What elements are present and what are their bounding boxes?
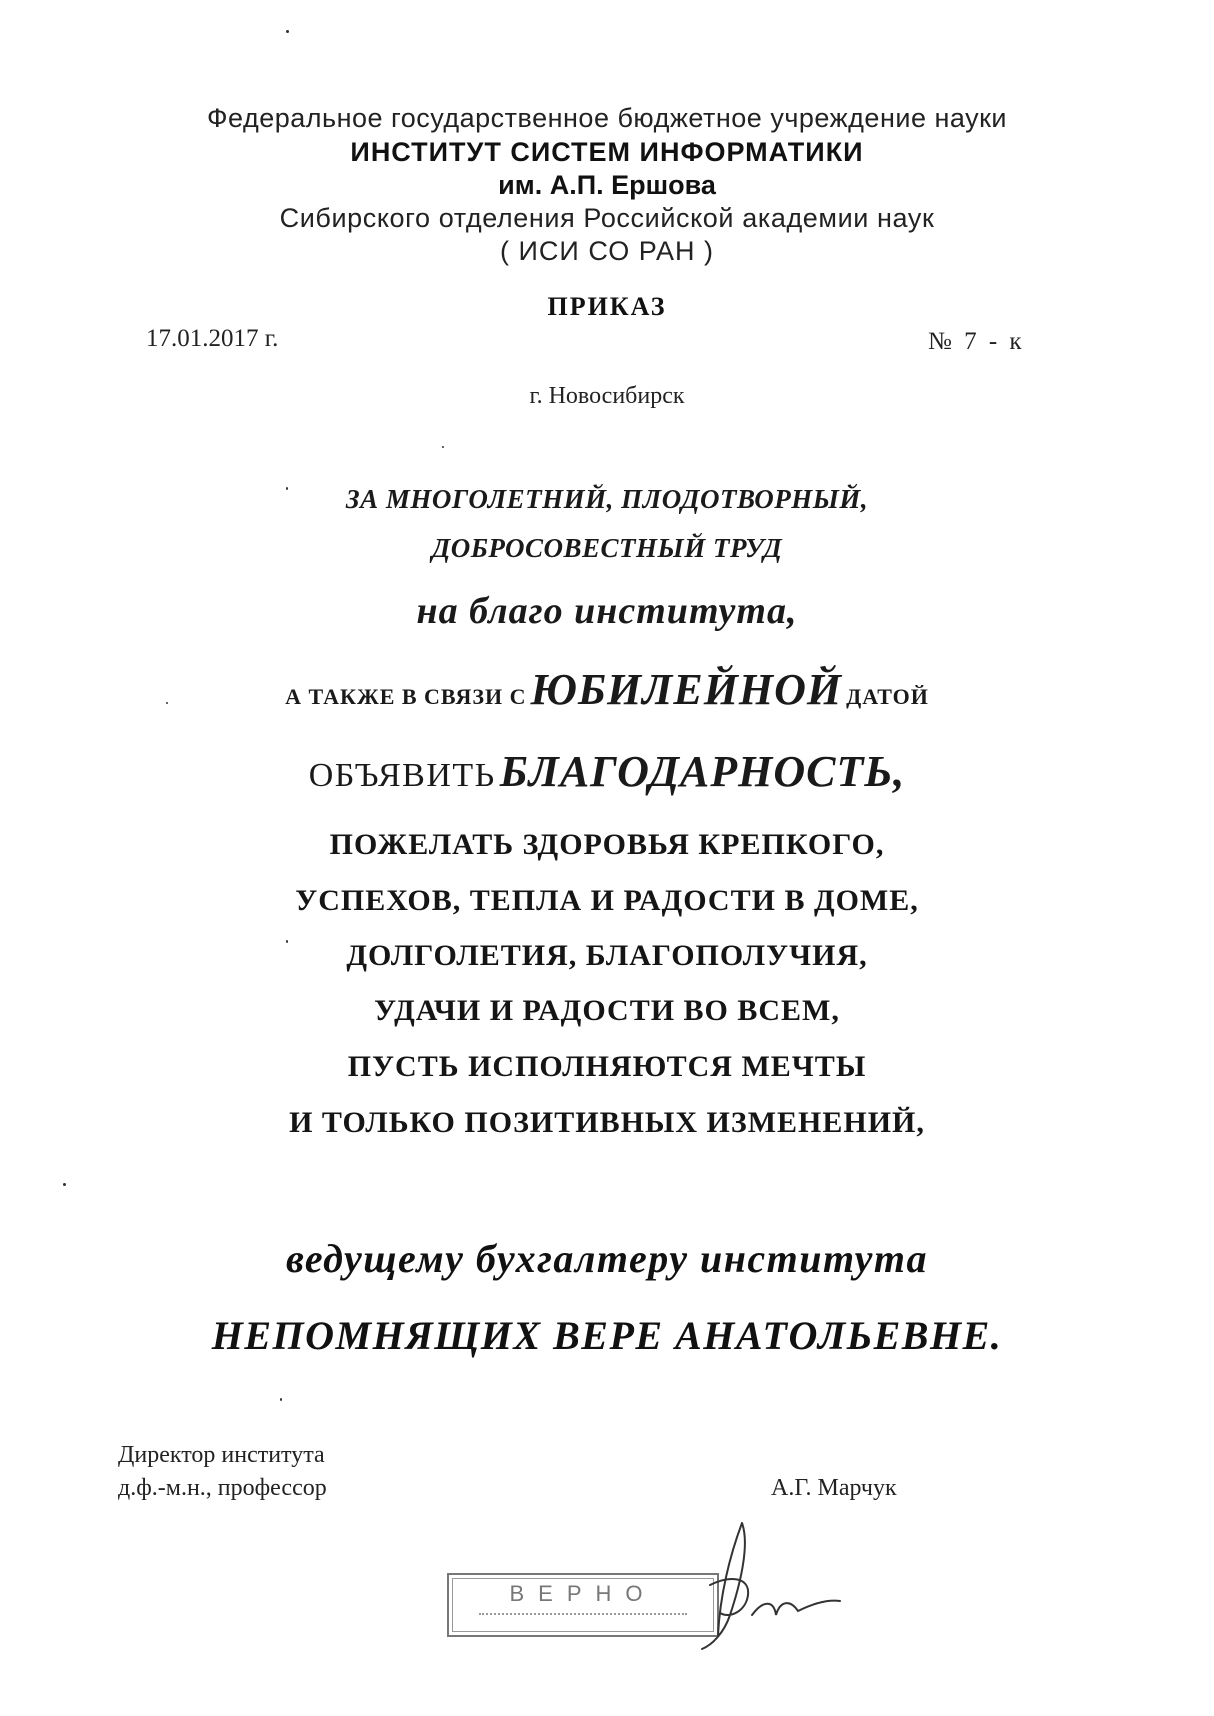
- stamp-underline: [479, 1613, 687, 1621]
- body-line-3: на благо института,: [416, 590, 798, 632]
- scan-speck: [286, 487, 288, 490]
- scan-speck: [442, 446, 444, 448]
- wish-line: УДАЧИ И РАДОСТИ ВО ВСЕМ,: [374, 994, 840, 1027]
- body-line-5: [0, 746, 1214, 797]
- scan-speck: [286, 30, 289, 33]
- body-line-4-suffix: ДАТОЙ: [846, 684, 929, 709]
- handwritten-signature: [690, 1515, 850, 1665]
- body-line-4-emphasis: ЮБИЛЕЙНОЙ: [530, 665, 843, 714]
- body-line-1: ЗА МНОГОЛЕТНИЙ, ПЛОДОТВОРНЫЙ,: [345, 484, 869, 514]
- order-city: г. Новосибирск: [529, 383, 685, 409]
- scan-speck: [166, 702, 168, 704]
- wish-line: И ТОЛЬКО ПОЗИТИВНЫХ ИЗМЕНЕНИЙ,: [289, 1106, 925, 1139]
- recipient-position: ведущему бухгалтеру института: [285, 1236, 928, 1281]
- order-date: 17.01.2017 г.: [146, 325, 279, 352]
- wish-line: ПОЖЕЛАТЬ ЗДОРОВЬЯ КРЕПКОГО,: [329, 828, 885, 861]
- signatory-degree: д.ф.-м.н., профессор: [118, 1475, 327, 1501]
- header-organization-type: Федеральное государственное бюджетное учреждение науки: [207, 103, 1007, 133]
- verified-stamp: [447, 1573, 719, 1637]
- header-abbreviation: ( ИСИ СО РАН ): [500, 236, 714, 266]
- scan-speck: [280, 1398, 282, 1401]
- signatory-name: А.Г. Марчук: [771, 1475, 897, 1501]
- body-line-2: ДОБРОСОВЕСТНЫЙ ТРУД: [431, 533, 783, 563]
- signatory-position: Директор института: [118, 1442, 325, 1468]
- scan-speck: [63, 1183, 66, 1186]
- body-line-5-prefix: ОБЪЯВИТЬ: [308, 757, 496, 794]
- scan-speck: [286, 940, 288, 943]
- wish-line: ДОЛГОЛЕТИЯ, БЛАГОПОЛУЧИЯ,: [346, 939, 868, 972]
- recipient-name: НЕПОМНЯЩИХ ВЕРЕ АНАТОЛЬЕВНЕ.: [211, 1313, 1003, 1358]
- body-line-4: [0, 664, 1214, 715]
- stamp-text: ВЕРНО: [509, 1581, 657, 1606]
- wish-line: ПУСТЬ ИСПОЛНЯЮТСЯ МЕЧТЫ: [347, 1050, 867, 1083]
- header-institute-honorific: им. А.П. Ершова: [498, 170, 716, 200]
- body-line-5-emphasis: БЛАГОДАРНОСТЬ,: [499, 747, 906, 796]
- header-institute-name: ИНСТИТУТ СИСТЕМ ИНФОРМАТИКИ: [350, 137, 864, 167]
- order-title: ПРИКАЗ: [547, 292, 667, 321]
- header-academy-branch: Сибирского отделения Российской академии наук: [279, 203, 935, 233]
- body-line-4-prefix: А ТАКЖЕ В СВЯЗИ С: [285, 684, 527, 709]
- order-number: № 7 - к: [928, 328, 1025, 355]
- wish-line: УСПЕХОВ, ТЕПЛА И РАДОСТИ В ДОМЕ,: [295, 884, 919, 917]
